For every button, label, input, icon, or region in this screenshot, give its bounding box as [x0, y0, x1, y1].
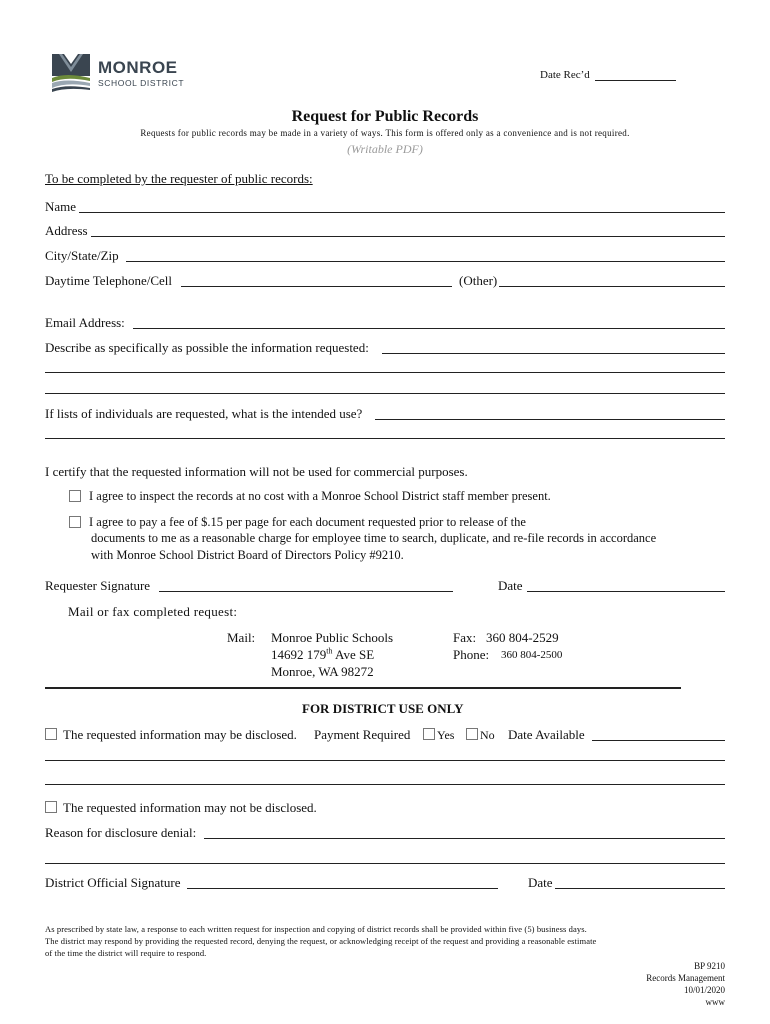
official-date-label: Date	[528, 875, 553, 890]
pay-option-text-2: documents to me as a reasonable charge for employee time to search, duplicate, and re-file records in accordance	[91, 531, 657, 545]
lists-use-label: If lists of individuals are requested, what is the intended use?	[45, 406, 363, 421]
city-field[interactable]	[126, 261, 725, 262]
pay-option-text-1: I agree to pay a fee of $.15 per page for each document requested prior to release of the	[89, 515, 526, 529]
official-date-field[interactable]	[555, 888, 725, 889]
page-title: Request for Public Records	[291, 108, 479, 125]
phone-contact-label: Phone:	[453, 647, 490, 662]
district-logo-mark	[50, 50, 92, 92]
intro-text: Requests for public records may be made in a variety of ways. This form is offered only as a convenience and is not required.	[140, 128, 630, 138]
phone-field[interactable]	[181, 286, 452, 287]
city-label: City/State/Zip	[45, 248, 119, 263]
lists-use-field-line-2[interactable]	[45, 438, 725, 439]
payment-required-label: Payment Required	[314, 727, 411, 742]
mail-label: Mail:	[227, 630, 256, 645]
certify-statement: I certify that the requested information will not be used for commercial purposes.	[45, 464, 468, 479]
requester-date-field[interactable]	[527, 591, 725, 592]
footer-note-line-3: of the time the district will require to respond.	[45, 948, 207, 958]
disclosure-notes-line-1[interactable]	[45, 760, 725, 761]
fax-number: 360 804-2529	[486, 630, 559, 645]
logo-name: MONROE	[98, 58, 178, 77]
other-phone-field[interactable]	[499, 286, 725, 287]
denial-reason-field-line-2[interactable]	[45, 863, 725, 864]
revision-date: 10/01/2020	[683, 985, 725, 995]
inspect-checkbox[interactable]	[69, 490, 81, 502]
date-available-label: Date Available	[508, 727, 585, 742]
denial-reason-label: Reason for disclosure denial:	[45, 825, 197, 840]
name-label: Name	[45, 199, 77, 214]
requester-heading: To be completed by the requester of public records:	[45, 171, 313, 186]
department-name: Records Management	[646, 973, 725, 983]
disclosure-notes-line-2[interactable]	[45, 784, 725, 785]
district-logo	[50, 50, 195, 94]
requester-signature-label: Requester Signature	[45, 578, 151, 593]
requester-date-label: Date	[498, 578, 523, 593]
official-signature-field[interactable]	[187, 888, 498, 889]
footer-meta	[646, 960, 725, 1008]
name-field[interactable]	[79, 212, 725, 213]
requester-signature-field[interactable]	[159, 591, 453, 592]
writable-pdf-note: (Writable PDF)	[347, 142, 423, 156]
phone-label: Daytime Telephone/Cell	[45, 273, 173, 288]
section-divider	[45, 687, 681, 689]
official-signature-label: District Official Signature	[45, 875, 181, 890]
describe-field[interactable]	[382, 353, 725, 354]
payment-yes-checkbox[interactable]	[423, 728, 435, 740]
date-received-label: Date Rec’d	[540, 69, 590, 81]
may-disclose-checkbox[interactable]	[45, 728, 57, 740]
other-phone-label: (Other)	[459, 273, 498, 288]
describe-label: Describe as specifically as possible the information requested:	[45, 340, 369, 355]
mail-address-line-1: Monroe Public Schools	[271, 630, 394, 645]
mail-or-fax-text: Mail or fax completed request:	[68, 604, 238, 619]
payment-no-checkbox[interactable]	[466, 728, 478, 740]
fax-label: Fax:	[453, 630, 477, 645]
footer-code: www	[705, 997, 725, 1007]
date-available-field[interactable]	[592, 740, 725, 741]
describe-field-line-2[interactable]	[45, 372, 725, 373]
not-disclose-checkbox[interactable]	[45, 801, 57, 813]
denial-reason-field[interactable]	[204, 838, 725, 839]
not-disclose-text: The requested information may not be disclosed.	[63, 800, 317, 815]
address-label: Address	[45, 223, 88, 238]
mail-address-line-2: 14692 179th Ave SE	[271, 646, 375, 662]
describe-field-line-3[interactable]	[45, 393, 725, 394]
payment-yes-label: Yes	[437, 728, 455, 742]
footer-note-line-2: The district may respond by providing the requested record, denying the request, or acknowledging receipt of the request and providing a reasonable estimate	[45, 936, 597, 946]
inspect-option-text: I agree to inspect the records at no cost with a Monroe School District staff member present.	[89, 489, 551, 503]
footer-note-line-1: As prescribed by state law, a response to each written request for inspection and copying of district records shall be provided within five (5) business days.	[45, 924, 587, 934]
date-received-field[interactable]	[595, 80, 676, 81]
payment-no-label: No	[480, 728, 495, 742]
email-field[interactable]	[133, 328, 725, 329]
mail-address-line-3: Monroe, WA 98272	[271, 664, 374, 679]
policy-code: BP 9210	[694, 961, 725, 971]
logo-subtitle: SCHOOL DISTRICT	[98, 78, 185, 88]
lists-use-field[interactable]	[375, 419, 725, 420]
pay-checkbox[interactable]	[69, 516, 81, 528]
phone-contact-number: 360 804-2500	[501, 649, 563, 661]
may-disclose-text: The requested information may be disclosed.	[63, 727, 297, 742]
address-field[interactable]	[91, 236, 725, 237]
email-label: Email Address:	[45, 315, 125, 330]
district-use-heading: FOR DISTRICT USE ONLY	[302, 701, 464, 716]
pay-option-text-3: with Monroe School District Board of Directors Policy #9210.	[91, 548, 404, 562]
